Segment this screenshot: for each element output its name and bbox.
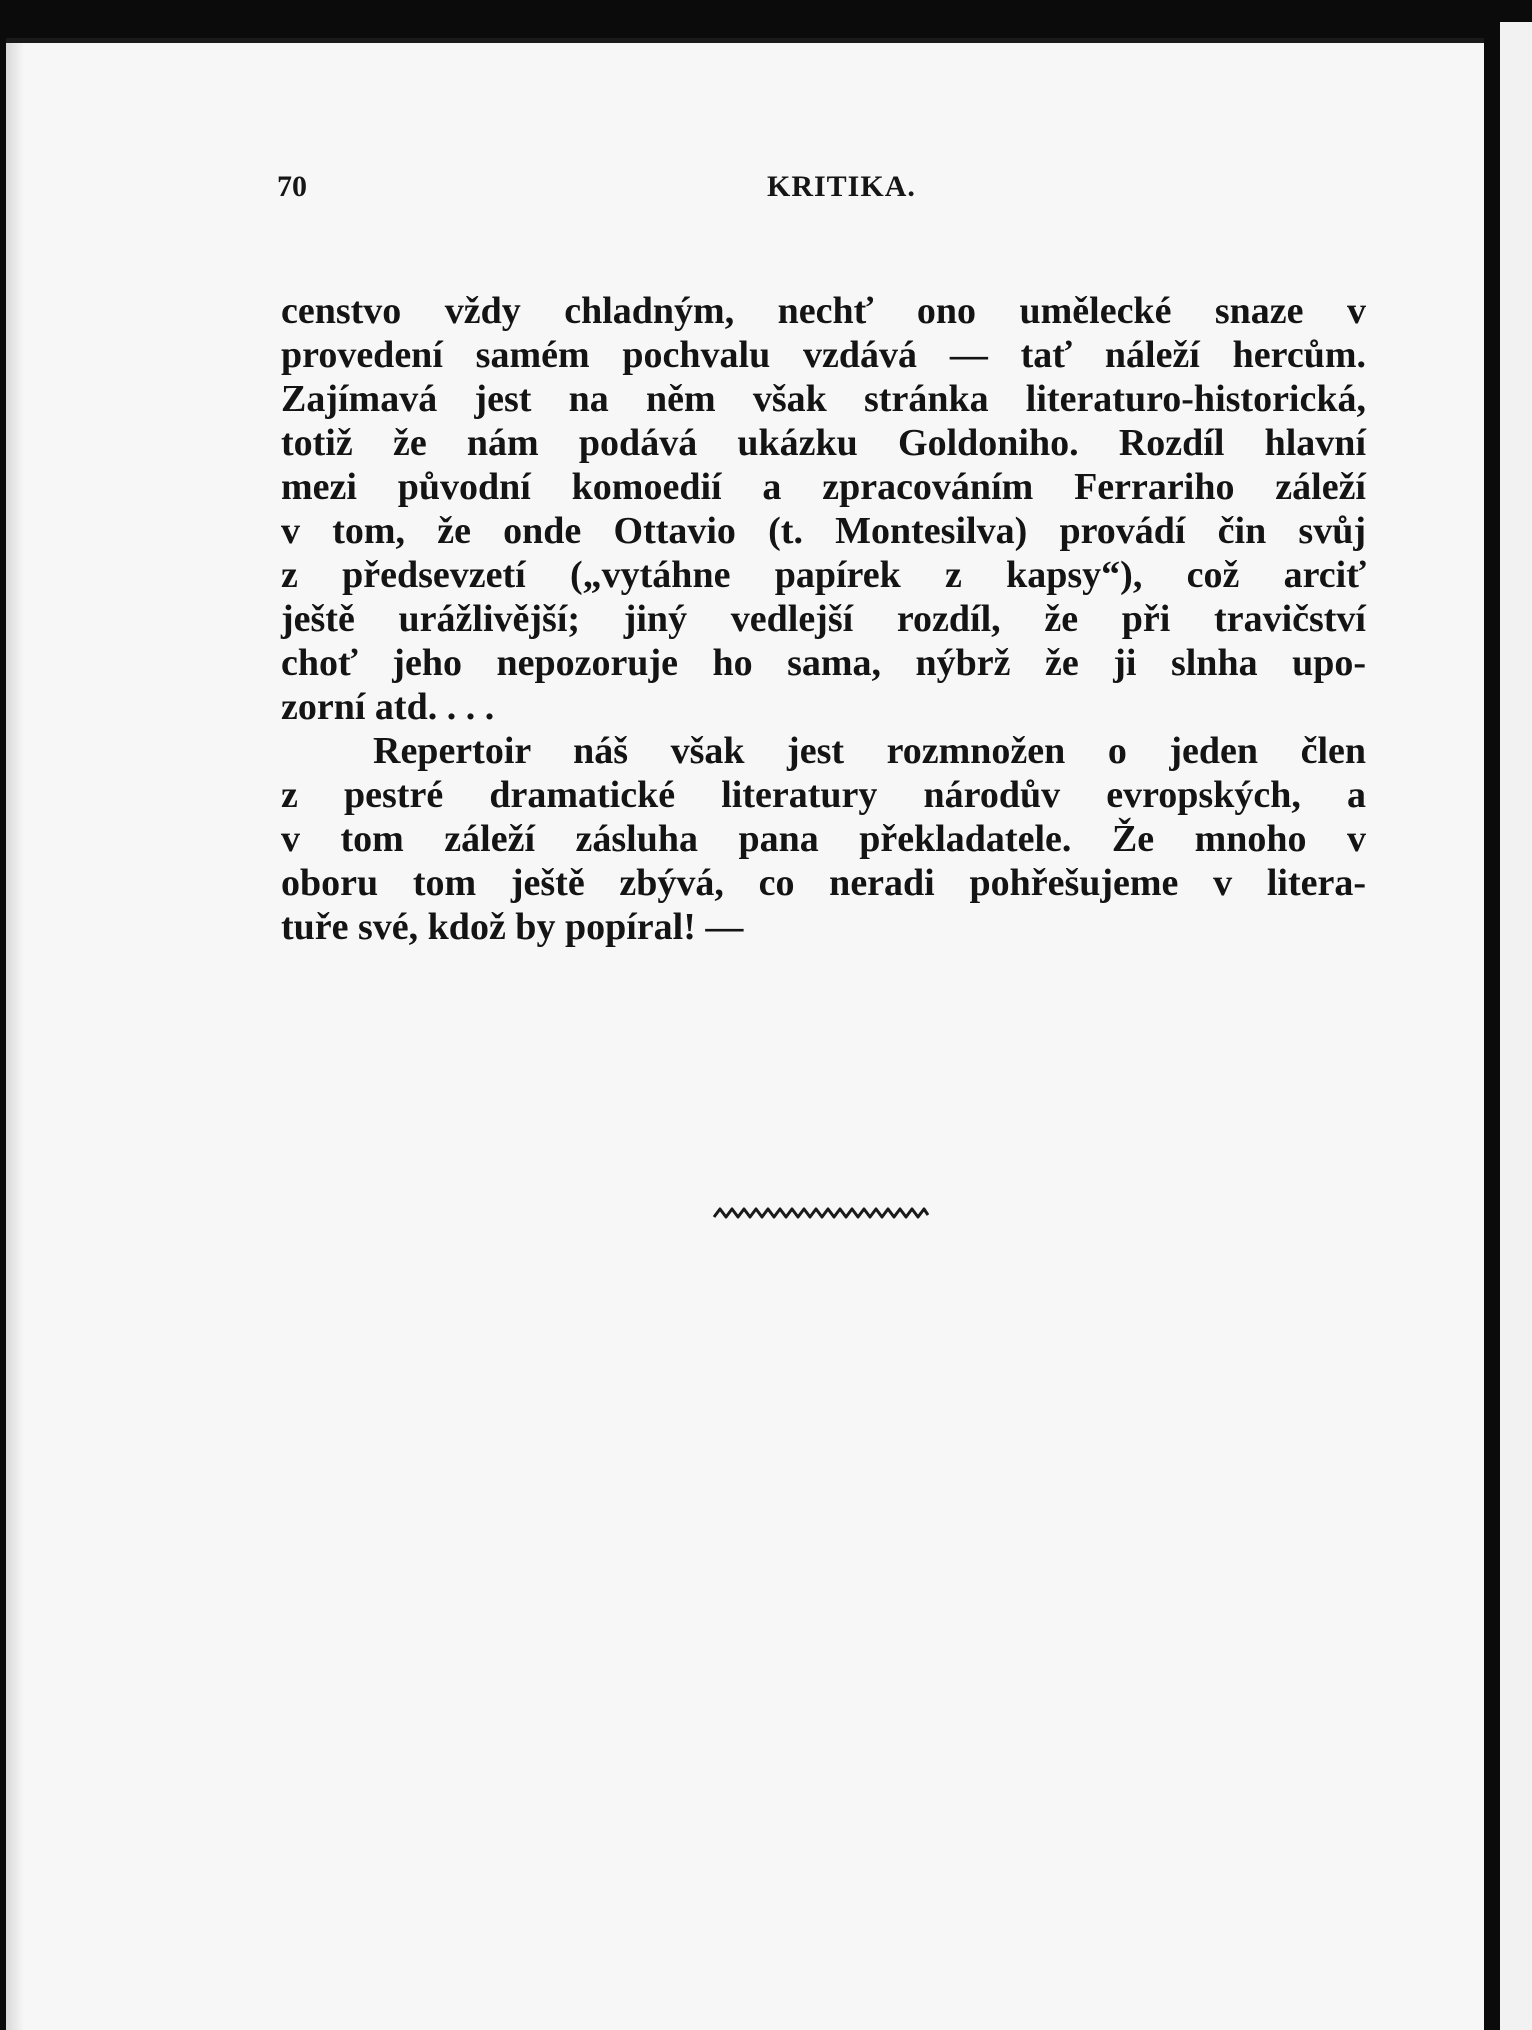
text-line: censtvo vždy chladným, nechť ono umělecké snaze v xyxy=(281,290,1366,332)
wavy-rule-icon xyxy=(712,1203,930,1223)
text-line: tuře své, kdož by popíral! — xyxy=(281,906,744,948)
text-line: Zajímavá jest na něm však stránka literaturo-historická, xyxy=(281,378,1366,420)
text-line: z pestré dramatické literatury národův evropských, a xyxy=(281,774,1366,816)
body-text xyxy=(281,289,1366,949)
text-line: z předsevzetí („vytáhne papírek z kapsy“), což arciť xyxy=(281,554,1366,596)
page-header xyxy=(277,170,934,220)
text-line: choť jeho nepozoruje ho sama, nýbrž že ji slnha upo- xyxy=(281,642,1366,684)
adjacent-page-edge xyxy=(1500,22,1532,2030)
text-line: oboru tom ještě zbývá, co neradi pohřešujeme v litera- xyxy=(281,862,1366,904)
running-head: KRITIKA. xyxy=(767,170,916,203)
text-line: zorní atd. . . . xyxy=(281,686,495,728)
page-number: 70 xyxy=(277,170,307,203)
text-line: provedení samém pochvalu vzdává — tať náleží hercům. xyxy=(281,334,1366,376)
text-line: v tom záleží zásluha pana překladatele. Že mnoho v xyxy=(281,818,1366,860)
text-line: v tom, že onde Ottavio (t. Montesilva) provádí čin svůj xyxy=(281,510,1366,552)
text-line: ještě urážlivější; jiný vedlejší rozdíl, že při travičství xyxy=(281,598,1366,640)
text-line-paragraph-start: Repertoir náš však jest rozmnožen o jeden člen xyxy=(373,730,1366,772)
text-line: totiž že nám podává ukázku Goldoniho. Rozdíl hlavní xyxy=(281,422,1366,464)
text-line: mezi původní komoedií a zpracováním Ferrariho záleží xyxy=(281,466,1366,508)
